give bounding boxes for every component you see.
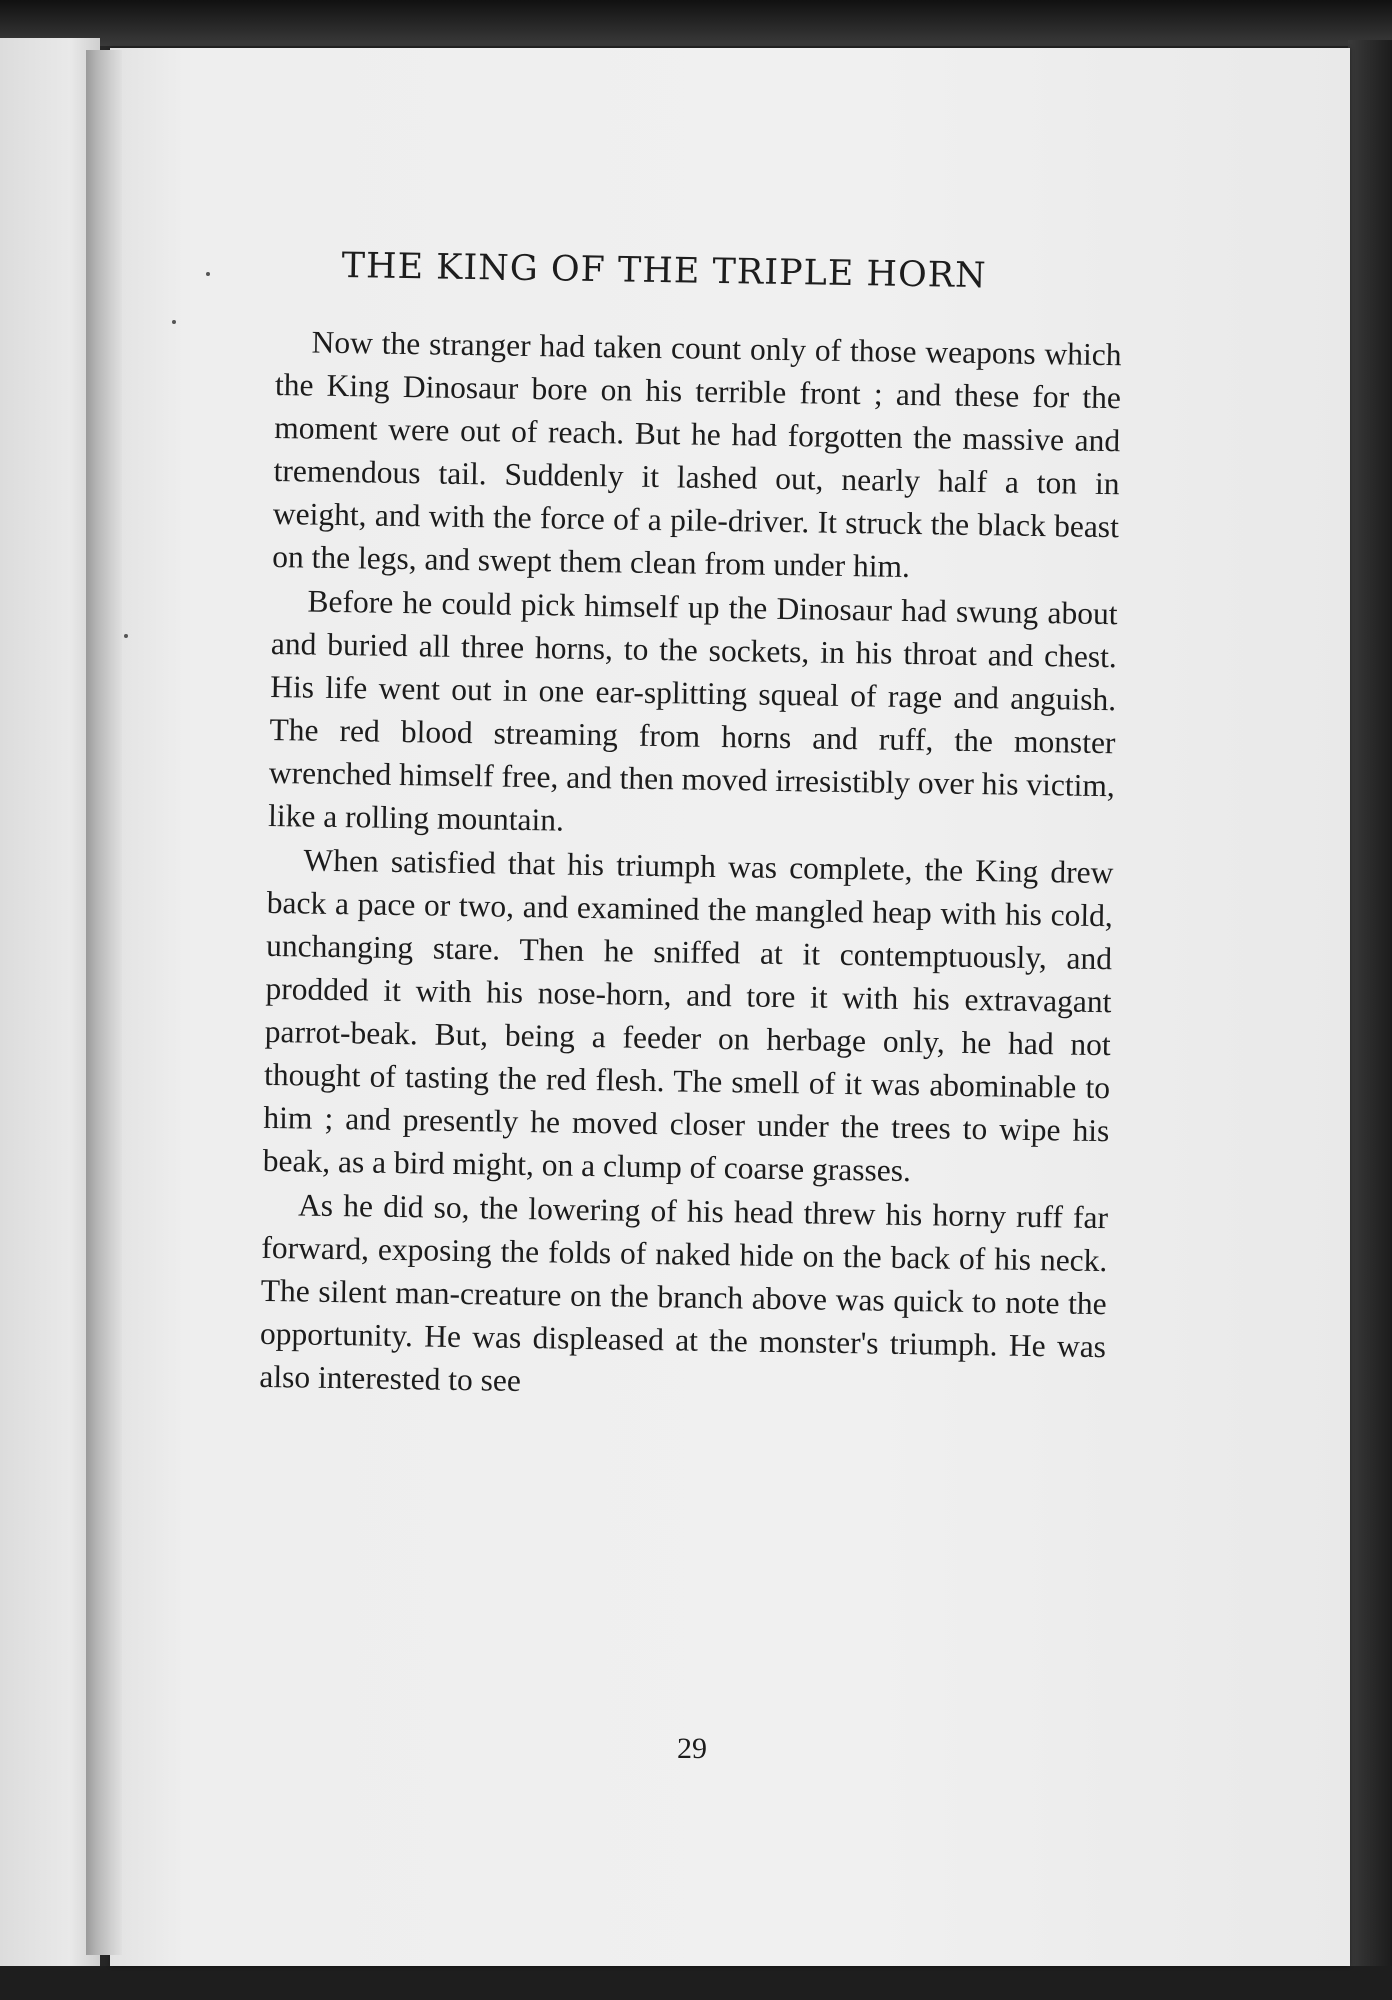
page-number: 29 [677,1732,707,1765]
paper-speck [172,320,176,324]
book-gutter [86,50,122,1955]
paragraph: As he did so, the lowering of his head threw his horny ruff far forward, exposing the folds of naked hide on the back of his neck. The silent man-creature on the branch above was quick to note the opportunity. He was displeased at the monster's triumph. He was also interested to see [259,1187,1109,1398]
paper-speck [206,272,210,276]
running-head: THE KING OF THE TRIPLE HORN [341,246,987,297]
scan-background-right [1348,40,1392,1970]
body-text [259,320,1122,1411]
scan-background-top [0,0,1392,46]
paper-speck [124,634,128,638]
paragraph: Before he could pick himself up the Dinosaur had swung about and buried all three horns, to the sockets, in his throat and chest. His life went out in one ear-splitting squeal of rage and anguish. The red blood streaming from horns and ruff, the monster wrenched himself free, and then moved irresistibly over his victim, like a rolling mountain. [267,583,1118,838]
paragraph: When satisfied that his triumph was complete, the King drew back a pace or two, and examined the mangled heap with his cold, unchanging stare. Then he sniffed at it contemptuously, and prodded it with his nose-horn, and tore it with his extravagant parrot-beak. But, being a feeder on herbage only, he had not thought of tasting the red flesh. The smell of it was abominable to him ; and presently he moved closer under the trees to wipe his beak, as a bird might, on a clump of coarse grasses. [262,842,1114,1189]
left-page-edge [0,38,100,1978]
paragraph: Now the stranger had taken count only of those weapons which the King Dinosaur bore on his terrible front ; and these for the moment were out of reach. But he had forgotten the massive and tremendous tail. Suddenly it lashed out, nearly half a ton in weight, and with the force of a pile-driver. It struck the black beast on the legs, and swept them clean from under him. [272,324,1122,584]
scan-background-bottom [0,1966,1392,2000]
